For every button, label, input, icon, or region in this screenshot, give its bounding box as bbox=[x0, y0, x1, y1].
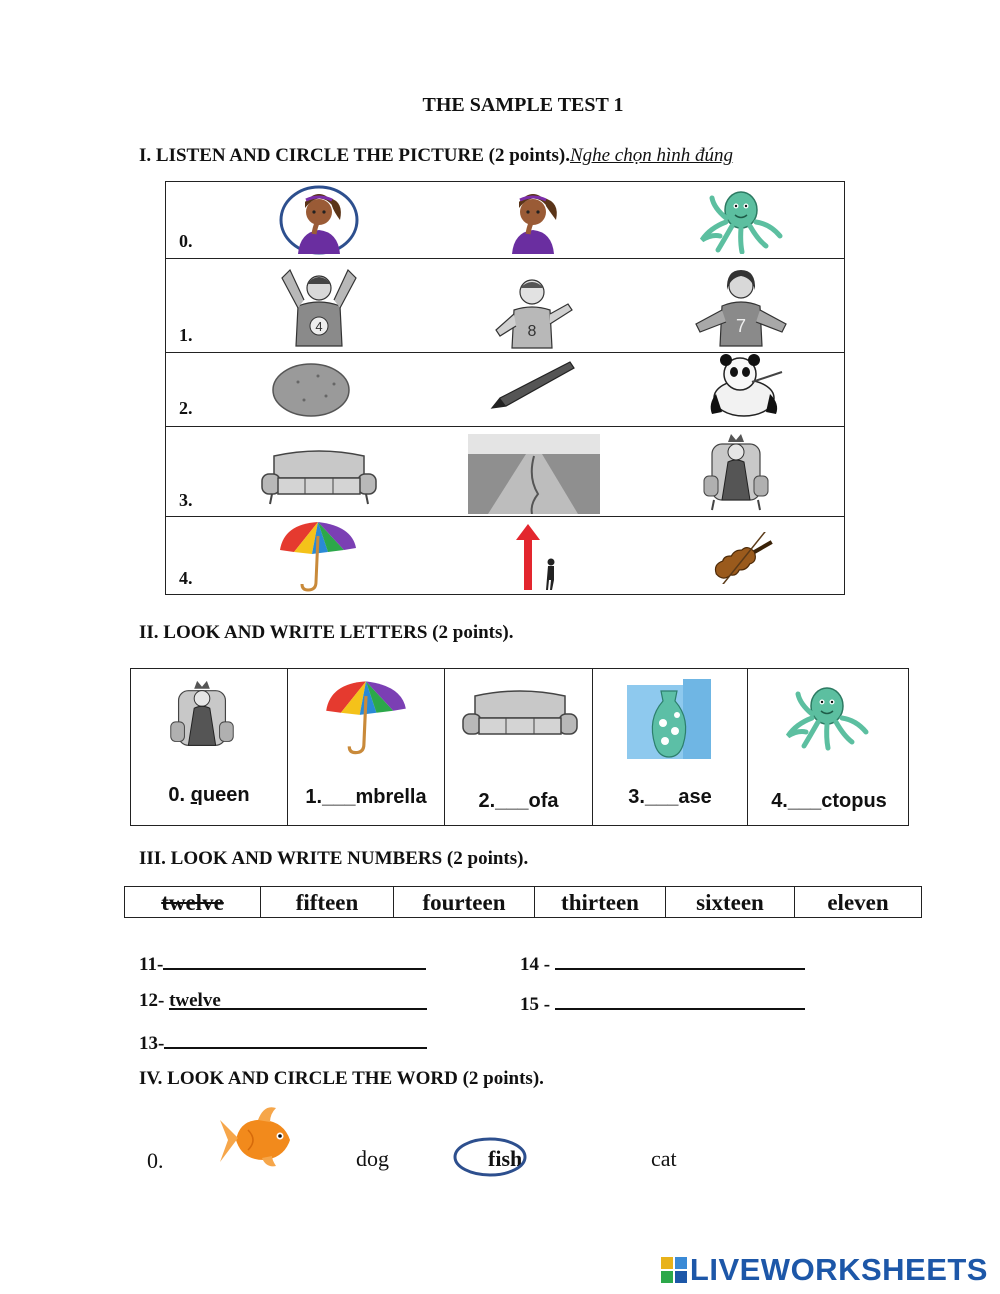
part4-row-label: 0. bbox=[147, 1148, 164, 1173]
caption-rest: ofa bbox=[528, 790, 559, 812]
letter-caption-2 bbox=[445, 790, 592, 813]
svg-text:7: 7 bbox=[735, 316, 747, 336]
word-option-fourteen: fourteen bbox=[393, 887, 534, 917]
part1-heading-text: I. LISTEN AND CIRCLE THE PICTURE (2 points). bbox=[139, 145, 570, 166]
queen-icon bbox=[161, 677, 243, 759]
number-label: 11- bbox=[139, 954, 164, 975]
girl-shirt-7-icon[interactable] bbox=[688, 262, 794, 348]
octopus-icon bbox=[782, 679, 872, 755]
svg-text:8: 8 bbox=[527, 323, 537, 340]
letter-cell-0 bbox=[131, 669, 287, 825]
caption-num: 1. bbox=[305, 786, 323, 808]
word-option-thirteen: thirteen bbox=[534, 887, 665, 917]
part2-letters-table bbox=[130, 668, 909, 826]
number-answer-input[interactable] bbox=[555, 990, 805, 1010]
sofa-icon[interactable] bbox=[258, 446, 380, 506]
letter-blank-input[interactable]: ___ bbox=[495, 790, 529, 812]
answer-circle bbox=[452, 1136, 528, 1178]
brand-logo bbox=[661, 1252, 988, 1288]
row-divider bbox=[166, 258, 844, 259]
number-answer-input[interactable]: twelve bbox=[169, 990, 427, 1010]
part4-heading: IV. LOOK AND CIRCLE THE WORD (2 points). bbox=[139, 1068, 544, 1089]
part2-heading: II. LOOK AND WRITE LETTERS (2 points). bbox=[139, 622, 514, 643]
row-label-2: 2. bbox=[179, 398, 193, 418]
octopus-icon[interactable] bbox=[696, 188, 786, 254]
caption-num: 4. bbox=[771, 790, 788, 812]
word-option-dog[interactable]: dog bbox=[356, 1146, 389, 1171]
row-label-3: 3. bbox=[179, 490, 193, 510]
number-line-15 bbox=[520, 990, 805, 1016]
number-answer-input[interactable] bbox=[163, 950, 426, 970]
letter-caption-4 bbox=[748, 790, 910, 813]
part1-note: Nghe chọn hình đúng bbox=[569, 145, 734, 166]
caption-answer[interactable]: q bbox=[190, 784, 203, 806]
girl-icon[interactable] bbox=[500, 184, 572, 256]
number-line-13 bbox=[139, 1029, 427, 1055]
word-option-cat[interactable]: cat bbox=[651, 1146, 677, 1171]
up-arrow-icon[interactable] bbox=[514, 520, 560, 592]
boy-shirt-4-icon[interactable] bbox=[274, 262, 364, 348]
word-option-sixteen: sixteen bbox=[665, 887, 794, 917]
page-title: THE SAMPLE TEST 1 bbox=[422, 94, 624, 116]
number-line-14 bbox=[520, 950, 805, 976]
word-option-eleven: eleven bbox=[794, 887, 921, 917]
umbrella-icon bbox=[322, 679, 410, 755]
girl-circled-icon[interactable] bbox=[278, 184, 360, 256]
row-label-0: 0. bbox=[179, 231, 193, 251]
caption-rest: mbrella bbox=[355, 786, 427, 808]
letter-blank-input[interactable]: ___ bbox=[787, 790, 822, 812]
queen-icon[interactable] bbox=[698, 430, 774, 514]
number-answer-input[interactable] bbox=[164, 1029, 427, 1049]
brand-text: LIVEWORKSHEETS bbox=[689, 1252, 988, 1287]
row-divider bbox=[166, 426, 844, 427]
number-label: 15 - bbox=[520, 994, 555, 1015]
word-option-fifteen: fifteen bbox=[260, 887, 393, 917]
potato-icon[interactable] bbox=[270, 362, 352, 418]
number-label: 12- bbox=[139, 990, 170, 1011]
caption-rest: ctopus bbox=[821, 790, 887, 812]
caption-num: 0. bbox=[168, 784, 191, 806]
panda-icon[interactable] bbox=[696, 352, 792, 418]
row-label-1: 1. bbox=[179, 325, 193, 345]
svg-text:4: 4 bbox=[315, 319, 323, 334]
sofa-icon bbox=[459, 685, 581, 747]
road-icon[interactable] bbox=[468, 434, 600, 514]
letter-caption-0 bbox=[131, 784, 287, 807]
umbrella-icon[interactable] bbox=[276, 520, 360, 592]
vase-icon bbox=[625, 679, 713, 761]
boy-shirt-8-icon[interactable] bbox=[488, 274, 576, 350]
row-divider bbox=[166, 516, 844, 517]
caption-num: 3. bbox=[628, 786, 645, 808]
number-label: 13- bbox=[139, 1033, 165, 1054]
letter-cell-1 bbox=[287, 669, 444, 825]
letter-caption-1 bbox=[288, 786, 444, 809]
row-label-4: 4. bbox=[179, 568, 193, 588]
brand-icon bbox=[661, 1257, 687, 1283]
pen-icon[interactable] bbox=[486, 358, 578, 414]
caption-rest: ase bbox=[678, 786, 712, 808]
letter-blank-input[interactable]: ___ bbox=[322, 786, 356, 808]
fish-icon bbox=[218, 1100, 304, 1170]
number-answer-input[interactable] bbox=[555, 950, 805, 970]
word-option-fish[interactable]: fish bbox=[488, 1146, 523, 1171]
letter-blank-input[interactable]: ___ bbox=[644, 786, 679, 808]
part3-word-box bbox=[124, 886, 922, 918]
letter-cell-4 bbox=[747, 669, 910, 825]
caption-num: 2. bbox=[478, 790, 496, 812]
word-option-twelve: twelve bbox=[161, 890, 224, 915]
letter-cell-2 bbox=[444, 669, 592, 825]
letter-caption-3 bbox=[593, 786, 747, 809]
violin-icon[interactable] bbox=[706, 532, 782, 584]
number-label: 14 - bbox=[520, 954, 555, 975]
part1-heading bbox=[139, 145, 733, 167]
number-line-11 bbox=[139, 950, 426, 976]
letter-cell-3 bbox=[592, 669, 747, 825]
part1-picture-table bbox=[165, 181, 845, 595]
part3-heading: III. LOOK AND WRITE NUMBERS (2 points). bbox=[139, 848, 529, 869]
caption-rest: ueen bbox=[202, 784, 250, 806]
number-line-12 bbox=[139, 990, 427, 1012]
